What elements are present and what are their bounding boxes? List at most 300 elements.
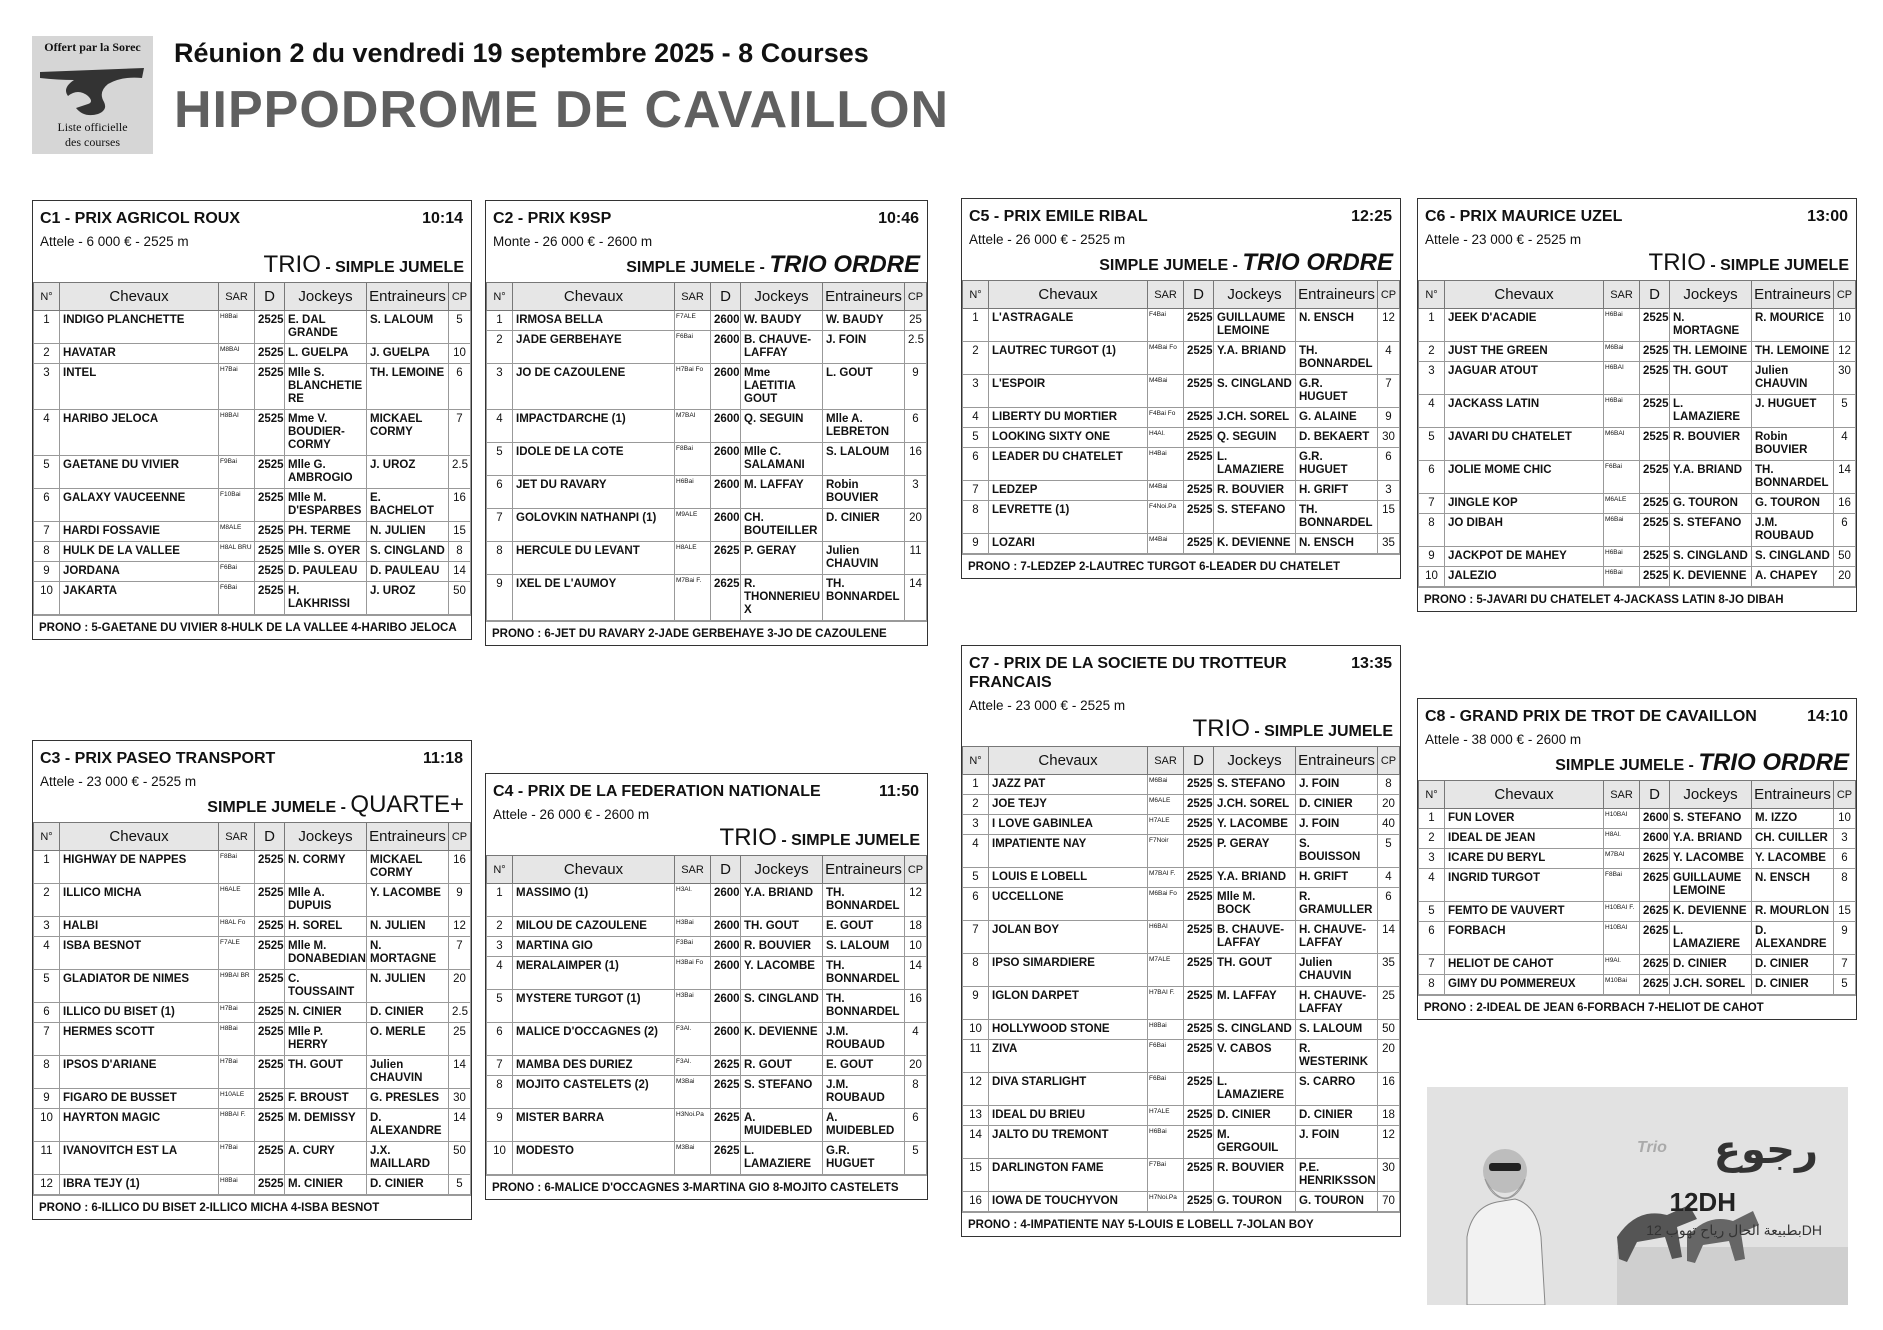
race-time: 11:18 — [422, 750, 463, 767]
horse-name: JAZZ PAT — [989, 775, 1148, 795]
runner-odds: 35 — [1378, 954, 1400, 987]
runner-number: 7 — [34, 1023, 60, 1056]
horse-name: MISTER BARRA — [513, 1109, 675, 1142]
horse-name: HOLLYWOOD STONE — [989, 1020, 1148, 1040]
jockey-name: Mlle M. BOCK — [1214, 888, 1296, 921]
column-header-cp: CP — [1378, 747, 1400, 775]
column-header-sar: SAR — [219, 823, 255, 851]
bet-type-b: SIMPLE JUMELE — [335, 259, 464, 276]
horse-sar: H8BAI — [219, 410, 255, 456]
jockey-name: R. BOUVIER — [1214, 1159, 1296, 1192]
table-row — [34, 1175, 471, 1195]
horse-name: JAKARTA — [60, 582, 219, 615]
trainer-name: H. CHAUVE-LAFFAY — [1296, 987, 1378, 1020]
jockey-name: R. GOUT — [741, 1056, 823, 1076]
table-row — [1419, 869, 1856, 902]
table-row — [963, 987, 1400, 1020]
column-header-dist: D — [1184, 747, 1214, 775]
runner-number: 7 — [34, 522, 60, 542]
table-row — [487, 884, 927, 917]
horse-name: INTEL — [60, 364, 219, 410]
column-header-sar: SAR — [1148, 747, 1184, 775]
runner-number: 1 — [963, 775, 989, 795]
runners-table — [1418, 280, 1856, 587]
runner-odds: 18 — [905, 917, 927, 937]
jockey-name: G. TOURON — [1214, 1192, 1296, 1212]
race-distance: 2525 — [255, 1003, 285, 1023]
horse-sar: M8BAI — [219, 344, 255, 364]
table-row — [487, 1076, 927, 1109]
trainer-name: Mlle A. LEBRETON — [823, 410, 905, 443]
column-header-sar: SAR — [675, 283, 711, 311]
runner-number: 3 — [487, 364, 513, 410]
horse-name: JOLIE MOME CHIC — [1445, 461, 1604, 494]
race-title-row — [1418, 699, 1856, 726]
jockey-name: C. TOUSSAINT — [285, 970, 367, 1003]
runner-number: 8 — [963, 501, 989, 534]
table-row — [963, 408, 1400, 428]
horse-sar: H9Al. — [1604, 955, 1640, 975]
horse-sar: M8ALE — [219, 522, 255, 542]
runner-odds: 4 — [1378, 868, 1400, 888]
jockey-name: R. BOUVIER — [1214, 481, 1296, 501]
race-distance: 2600 — [711, 509, 741, 542]
race-prono: PRONO : 5-GAETANE DU VIVIER 8-HULK DE LA VALLEE 4-HARIBO JELOCA — [33, 615, 471, 639]
race-distance: 2600 — [711, 410, 741, 443]
table-row — [963, 1020, 1400, 1040]
table-row — [963, 815, 1400, 835]
runner-odds: 8 — [905, 1076, 927, 1109]
race-distance: 2525 — [1184, 1126, 1214, 1159]
race-distance: 2600 — [711, 443, 741, 476]
table-header-row — [34, 283, 471, 311]
horse-name: L'ASTRAGALE — [989, 309, 1148, 342]
runner-odds: 7 — [449, 937, 471, 970]
runner-number: 6 — [1419, 461, 1445, 494]
race-distance: 2525 — [255, 851, 285, 884]
table-row — [963, 868, 1400, 888]
runner-number: 7 — [963, 481, 989, 501]
column-header-dist: D — [255, 283, 285, 311]
horse-sar: M7BAI — [1604, 849, 1640, 869]
bet-separator: - — [776, 832, 792, 849]
runners-table — [33, 822, 471, 1195]
column-header-cp: CP — [1378, 281, 1400, 309]
race-distance: 2525 — [1184, 868, 1214, 888]
trainer-name: G.R. HUGUET — [1296, 375, 1378, 408]
runner-odds: 14 — [449, 1109, 471, 1142]
jockey-name: F. BROUST — [285, 1089, 367, 1109]
table-row — [1419, 428, 1856, 461]
column-header-horse: Chevaux — [989, 747, 1148, 775]
race-conditions: Attele - 23 000 € - 2525 m — [969, 698, 1126, 713]
horse-sar: H8Al. — [1604, 829, 1640, 849]
trainer-name: TH. LEMOINE — [1752, 342, 1834, 362]
jockey-name: Y.A. BRIAND — [741, 884, 823, 917]
trainer-name: S. CINGLAND — [1752, 547, 1834, 567]
table-row — [1419, 342, 1856, 362]
trainer-name: H. GRIFT — [1296, 481, 1378, 501]
race-distance: 2625 — [711, 1109, 741, 1142]
horse-sar: H8ALE — [675, 542, 711, 575]
runner-odds: 16 — [449, 489, 471, 522]
jockey-name: L. LAMAZIERE — [1214, 448, 1296, 481]
runner-number: 6 — [963, 888, 989, 921]
trainer-name: Julien CHAUVIN — [1752, 362, 1834, 395]
horse-name: GOLOVKIN NATHANPI (1) — [513, 509, 675, 542]
horse-name: LEVRETTE (1) — [989, 501, 1148, 534]
logo-bottom-line-2: des courses — [65, 135, 120, 149]
jockey-name: Q. SEGUIN — [1214, 428, 1296, 448]
jockey-name: L. LAMAZIERE — [1670, 922, 1752, 955]
trainer-name: L. GOUT — [823, 364, 905, 410]
race-conditions: Monte - 26 000 € - 2600 m — [493, 234, 653, 249]
horse-sar: H7Bai — [219, 364, 255, 410]
runner-odds: 30 — [449, 1089, 471, 1109]
race-distance: 2625 — [1640, 902, 1670, 922]
horse-name: INDIGO PLANCHETTE — [60, 311, 219, 344]
runner-odds: 6 — [905, 410, 927, 443]
runner-odds: 12 — [1378, 309, 1400, 342]
table-row — [963, 1126, 1400, 1159]
horse-sar: H9BAI BR — [219, 970, 255, 1003]
race-title: C6 - PRIX MAURICE UZEL — [1425, 208, 1623, 225]
runners-table — [486, 282, 927, 621]
horse-name: MODESTO — [513, 1142, 675, 1175]
race-title: C7 - PRIX DE LA SOCIETE DU TROTTEUR FRANCAIS — [969, 655, 1287, 691]
horse-sar: F3Bai — [675, 937, 711, 957]
horse-name: INGRID TURGOT — [1445, 869, 1604, 902]
horse-sar: H6Bai — [1604, 547, 1640, 567]
horse-name: JOE TEJY — [989, 795, 1148, 815]
horse-sar: F3Al. — [675, 1023, 711, 1056]
runner-number: 11 — [34, 1142, 60, 1175]
runner-number: 7 — [487, 1056, 513, 1076]
column-header-num: N° — [1419, 281, 1445, 309]
horse-name: JORDANA — [60, 562, 219, 582]
table-row — [487, 542, 927, 575]
horse-sar: H7Bai — [219, 1056, 255, 1089]
table-row — [1419, 975, 1856, 995]
race-title-row — [486, 201, 927, 228]
runner-number: 6 — [34, 489, 60, 522]
table-row — [1419, 514, 1856, 547]
bet-types — [962, 247, 1400, 280]
horse-sar: M6Bai — [1604, 342, 1640, 362]
table-row — [487, 311, 927, 331]
horse-name: HARDI FOSSAVIE — [60, 522, 219, 542]
runner-number: 3 — [963, 815, 989, 835]
race-distance: 2600 — [711, 884, 741, 917]
runner-odds: 6 — [1378, 888, 1400, 921]
horse-sar: H4Al. — [1148, 428, 1184, 448]
race-distance: 2525 — [255, 410, 285, 456]
race-distance: 2625 — [1640, 975, 1670, 995]
runner-number: 8 — [963, 954, 989, 987]
race-title: C8 - GRAND PRIX DE TROT DE CAVAILLON — [1425, 708, 1757, 725]
race-c1 — [32, 200, 472, 640]
runner-odds: 3 — [1834, 829, 1856, 849]
column-header-horse: Chevaux — [513, 283, 675, 311]
race-distance: 2525 — [1184, 428, 1214, 448]
runner-odds: 16 — [1378, 1073, 1400, 1106]
race-c5 — [961, 198, 1401, 579]
jockey-name: Mme LAETITIA GOUT — [741, 364, 823, 410]
race-title-row — [1418, 199, 1856, 226]
race-conditions: Attele - 26 000 € - 2525 m — [969, 232, 1126, 247]
logo-top-text: Offert par la Sorec — [44, 40, 141, 54]
column-header-trainer: Entraineurs — [1752, 281, 1834, 309]
trainer-name: J. FOIN — [1296, 775, 1378, 795]
column-header-jockey: Jockeys — [285, 823, 367, 851]
bet-separator: - — [336, 799, 351, 816]
race-distance: 2525 — [1640, 547, 1670, 567]
race-c3 — [32, 740, 472, 1220]
jockey-name: M. DEMISSY — [285, 1109, 367, 1142]
runner-odds: 8 — [1834, 869, 1856, 902]
horse-sar: M4Bai — [1148, 534, 1184, 554]
jockey-name: Y. LACOMBE — [741, 957, 823, 990]
trainer-name: A. CHAPEY — [1752, 567, 1834, 587]
trainer-name: TH. BONNARDEL — [1296, 501, 1378, 534]
table-row — [1419, 461, 1856, 494]
horse-name: IPSOS D'ARIANE — [60, 1056, 219, 1089]
trainer-name: S. LALOUM — [823, 937, 905, 957]
column-header-dist: D — [255, 823, 285, 851]
horse-sar: F6Bai — [1148, 1040, 1184, 1073]
horse-name: ZIVA — [989, 1040, 1148, 1073]
runner-number: 3 — [487, 937, 513, 957]
table-header-row — [963, 747, 1400, 775]
advert-arabic-subtitle: بطبيعة الحال رياح تهوب 12DH — [1646, 1222, 1822, 1238]
trainer-name: J. UROZ — [367, 582, 449, 615]
horse-sar: F4Bai Fo — [1148, 408, 1184, 428]
trainer-name: D. CINIER — [1296, 1106, 1378, 1126]
jockey-name: H. SOREL — [285, 917, 367, 937]
race-distance: 2600 — [711, 937, 741, 957]
horse-sar: M6ALE — [1604, 494, 1640, 514]
table-row — [963, 1073, 1400, 1106]
table-row — [34, 1056, 471, 1089]
table-row — [487, 1023, 927, 1056]
table-row — [34, 364, 471, 410]
race-distance: 2600 — [711, 311, 741, 331]
race-conditions: Attele - 6 000 € - 2525 m — [40, 234, 189, 249]
column-header-sar: SAR — [1148, 281, 1184, 309]
column-header-horse: Chevaux — [60, 283, 219, 311]
horse-name: HELIOT DE CAHOT — [1445, 955, 1604, 975]
jockey-name: S. STEFANO — [741, 1076, 823, 1109]
runner-number: 6 — [487, 1023, 513, 1056]
race-distance: 2525 — [255, 937, 285, 970]
table-row — [963, 481, 1400, 501]
column-header-trainer: Entraineurs — [823, 283, 905, 311]
race-distance: 2600 — [711, 1023, 741, 1056]
runner-number: 9 — [1419, 547, 1445, 567]
race-distance: 2525 — [1184, 888, 1214, 921]
horse-sar: M4Bai — [1148, 481, 1184, 501]
trainer-name: G.R. HUGUET — [823, 1142, 905, 1175]
jockey-name: A. MUIDEBLED — [741, 1109, 823, 1142]
trainer-name: S. LALOUM — [1296, 1020, 1378, 1040]
race-prono: PRONO : 5-JAVARI DU CHATELET 4-JACKASS LATIN 8-JO DIBAH — [1418, 587, 1856, 611]
runner-odds: 20 — [1834, 567, 1856, 587]
trainer-name: S. CINGLAND — [367, 542, 449, 562]
horse-sar: H4Bai — [1148, 448, 1184, 481]
runner-number: 2 — [34, 344, 60, 364]
race-distance: 2525 — [1640, 342, 1670, 362]
runners-table — [1418, 780, 1856, 995]
race-title: C3 - PRIX PASEO TRANSPORT — [40, 750, 276, 767]
runner-odds: 14 — [905, 957, 927, 990]
runner-odds: 20 — [1378, 795, 1400, 815]
runner-odds: 10 — [1834, 309, 1856, 342]
horse-name: I LOVE GABINLEA — [989, 815, 1148, 835]
race-title-row — [962, 646, 1400, 692]
runner-number: 16 — [963, 1192, 989, 1212]
trainer-name: TH. BONNARDEL — [823, 884, 905, 917]
jockey-name: S. STEFANO — [1214, 775, 1296, 795]
table-row — [963, 501, 1400, 534]
trainer-name: N. MORTAGNE — [367, 937, 449, 970]
race-distance: 2525 — [1640, 395, 1670, 428]
table-row — [34, 311, 471, 344]
runner-odds: 14 — [1834, 461, 1856, 494]
runner-number: 11 — [963, 1040, 989, 1073]
trainer-name: G. PRESLES — [367, 1089, 449, 1109]
trainer-name: CH. CUILLER — [1752, 829, 1834, 849]
horse-name: IDEAL DU BRIEU — [989, 1106, 1148, 1126]
race-distance: 2525 — [1640, 514, 1670, 547]
runner-odds: 6 — [449, 364, 471, 410]
horse-name: LOZARI — [989, 534, 1148, 554]
runner-number: 9 — [963, 534, 989, 554]
runner-odds: 10 — [1834, 809, 1856, 829]
horse-sar: M6Bai Fo — [1148, 888, 1184, 921]
column-header-trainer: Entraineurs — [367, 283, 449, 311]
horse-sar: M3Bai — [675, 1076, 711, 1109]
column-header-horse: Chevaux — [989, 281, 1148, 309]
jockey-name: J.CH. SOREL — [1670, 975, 1752, 995]
table-row — [1419, 567, 1856, 587]
race-distance: 2525 — [255, 1023, 285, 1056]
jockey-name: R. BOUVIER — [1670, 428, 1752, 461]
table-row — [487, 443, 927, 476]
jockey-name: Y. LACOMBE — [1214, 815, 1296, 835]
table-row — [34, 884, 471, 917]
jockey-name: TH. LEMOINE — [1670, 342, 1752, 362]
horse-name: FIGARO DE BUSSET — [60, 1089, 219, 1109]
runner-number: 4 — [963, 835, 989, 868]
jockey-name: L. LAMAZIERE — [741, 1142, 823, 1175]
column-header-num: N° — [34, 283, 60, 311]
race-distance: 2600 — [1640, 829, 1670, 849]
column-header-jockey: Jockeys — [1214, 281, 1296, 309]
runner-odds: 50 — [1378, 1020, 1400, 1040]
trainer-name: G. TOURON — [1296, 1192, 1378, 1212]
jockey-name: CH. BOUTEILLER — [741, 509, 823, 542]
table-row — [34, 937, 471, 970]
horse-sar: M6Bai — [1148, 775, 1184, 795]
runner-odds: 15 — [449, 522, 471, 542]
sorec-logo — [32, 36, 153, 154]
race-distance: 2525 — [255, 364, 285, 410]
race-conditions: Attele - 23 000 € - 2525 m — [40, 774, 197, 789]
jockey-name: Y. LACOMBE — [1670, 849, 1752, 869]
race-distance: 2525 — [1184, 309, 1214, 342]
horse-sar: H7Bai Fo — [675, 364, 711, 410]
table-row — [1419, 395, 1856, 428]
table-row — [487, 957, 927, 990]
horse-name: LEADER DU CHATELET — [989, 448, 1148, 481]
table-row — [34, 917, 471, 937]
jockey-name: S. CINGLAND — [741, 990, 823, 1023]
horse-name: JALEZIO — [1445, 567, 1604, 587]
trainer-name: J.M. ROUBAUD — [823, 1023, 905, 1056]
table-row — [34, 456, 471, 489]
table-row — [487, 331, 927, 364]
trainer-name: J. UROZ — [367, 456, 449, 489]
column-header-trainer: Entraineurs — [1296, 747, 1378, 775]
runner-odds: 50 — [1834, 547, 1856, 567]
race-distance: 2600 — [711, 957, 741, 990]
column-header-trainer: Entraineurs — [1296, 281, 1378, 309]
jockey-name: L. GUELPA — [285, 344, 367, 364]
runner-number: 4 — [34, 410, 60, 456]
horse-sar: F9Bai — [219, 456, 255, 489]
horse-sar: F6Bai — [219, 582, 255, 615]
jockey-name: H. LAKHRISSI — [285, 582, 367, 615]
horse-name: MILOU DE CAZOULENE — [513, 917, 675, 937]
runner-odds: 8 — [1378, 775, 1400, 795]
jockey-name: K. DEVIENNE — [1670, 902, 1752, 922]
jockey-name: TH. GOUT — [285, 1056, 367, 1089]
runner-odds: 6 — [1834, 514, 1856, 547]
horse-sar: H6Bai — [1604, 309, 1640, 342]
trainer-name: J.X. MAILLARD — [367, 1142, 449, 1175]
trainer-name: S. CARRO — [1296, 1073, 1378, 1106]
runner-odds: 2.5 — [905, 331, 927, 364]
column-header-sar: SAR — [1604, 281, 1640, 309]
bet-separator: - — [1249, 723, 1265, 740]
column-header-num: N° — [963, 747, 989, 775]
race-distance: 2525 — [255, 1142, 285, 1175]
jockey-name: TH. GOUT — [1670, 362, 1752, 395]
trainer-name: TH. BONNARDEL — [1296, 342, 1378, 375]
runner-odds: 16 — [1834, 494, 1856, 514]
trainer-name: R. GRAMULLER — [1296, 888, 1378, 921]
horse-sar: H7ALE — [1148, 1106, 1184, 1126]
column-header-sar: SAR — [219, 283, 255, 311]
runner-number: 9 — [487, 575, 513, 621]
horse-sar: H7Bai — [219, 1142, 255, 1175]
runner-odds: 16 — [905, 443, 927, 476]
runner-odds: 14 — [449, 562, 471, 582]
runner-number: 8 — [1419, 514, 1445, 547]
jockey-name: S. STEFANO — [1214, 501, 1296, 534]
horse-sar: H7BAI F. — [1148, 987, 1184, 1020]
trainer-name: E. GOUT — [823, 1056, 905, 1076]
table-row — [34, 1003, 471, 1023]
race-distance: 2525 — [255, 522, 285, 542]
runner-number: 12 — [34, 1175, 60, 1195]
runner-number: 2 — [963, 342, 989, 375]
race-distance: 2525 — [1184, 1073, 1214, 1106]
jockey-name: GUILLAUME LEMOINE — [1214, 309, 1296, 342]
horse-sar: M7BAI F. — [1148, 868, 1184, 888]
runner-odds: 30 — [1378, 1159, 1400, 1192]
table-row — [963, 888, 1400, 921]
